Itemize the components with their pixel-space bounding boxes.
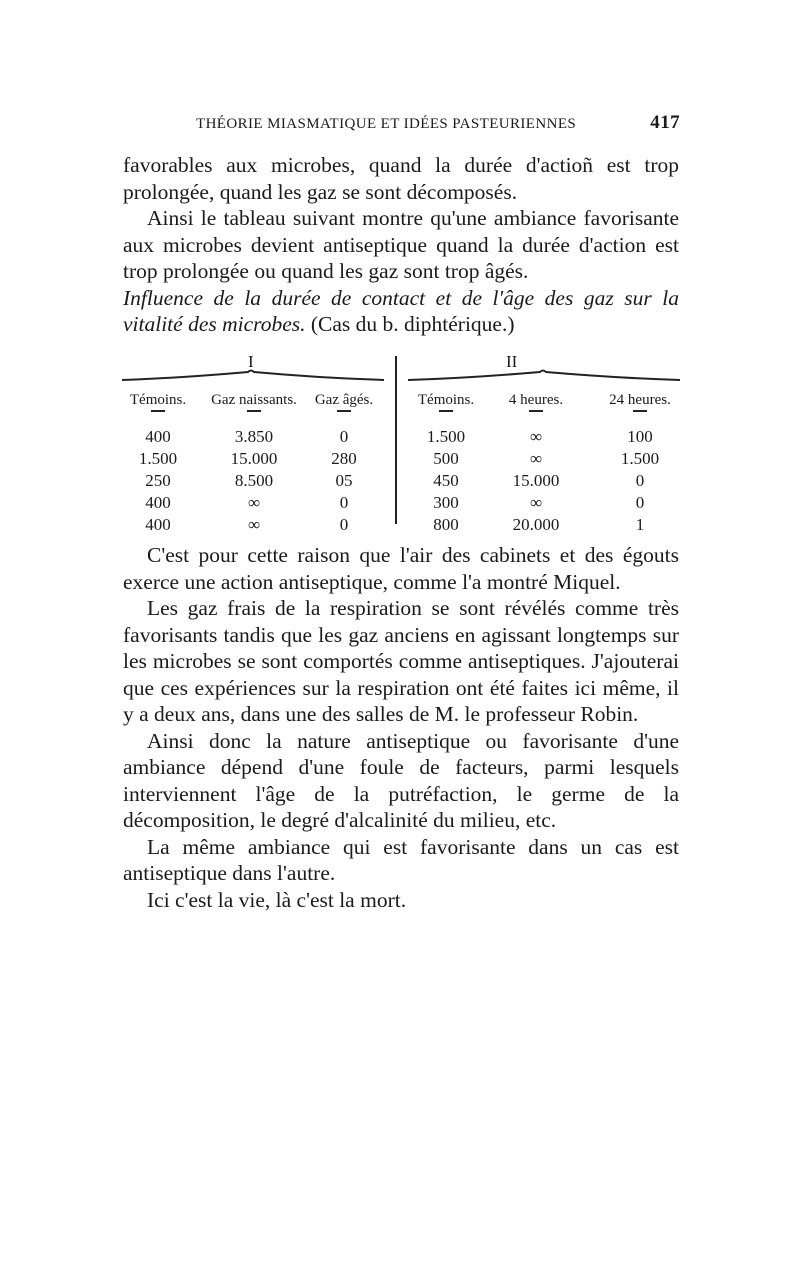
table-cell: 15.000 [512,471,560,490]
group-2-brace [406,368,682,382]
body-text [123,542,679,913]
g2-dash-1 [439,410,453,412]
table-cell: ∞ [529,449,543,468]
table-cell: 0 [339,493,349,512]
table-cell: 100 [627,427,653,446]
table-cell: ∞ [247,493,261,512]
table-cell: 800 [433,515,459,534]
table-cell: 0 [635,493,645,512]
table-cell: 1.500 [426,427,466,446]
body-paragraph-5: Ici c'est la vie, là c'est la mort. [147,887,407,912]
table-caption-note: (Cas du b. diphtérique.) [310,312,515,336]
body-paragraph-1: C'est pour cette raison que l'air des cabinets et des égouts exerce une action antiseptique, comme l'a montré Miquel. [123,543,679,594]
g2-header-24-heures: 24 heures. [609,392,671,408]
table-cell: 20.000 [512,515,560,534]
body-paragraph-4: La même ambiance qui est favorisante dans un cas est antiseptique dans l'autre. [123,834,679,885]
table-cell: 400 [145,427,171,446]
g1-dash-2 [247,410,261,412]
running-title: THÉORIE MIASMATIQUE ET IDÉES PASTEURIENNES [196,116,577,132]
table-cell: 15.000 [230,449,278,468]
table-cell: ∞ [529,493,543,512]
data-table [118,352,684,532]
g2-dash-3 [633,410,647,412]
g2-header-4-heures: 4 heures. [508,392,564,408]
g2-dash-2 [529,410,543,412]
group-1-brace [120,368,386,382]
group-1-label: I [248,352,254,371]
table-cell: 280 [331,449,357,468]
intro-paragraph-1: favorables aux microbes, quand la durée d'actioñ est trop prolongée, quand les gaz se sont décomposés. [123,153,679,204]
table-cell: 300 [433,493,459,512]
table-cell: 0 [635,471,645,490]
running-header [196,112,680,136]
g1-dash-3 [337,410,351,412]
table-cell: 05 [335,471,353,490]
g1-dash-1 [151,410,165,412]
intro-text [123,152,679,338]
table-divider [395,356,397,524]
table-caption [123,285,679,338]
body-paragraph-2: Les gaz frais de la respiration se sont révélés comme très favorisants tandis que les gaz anciens en agissant longtemps sur les microbes se sont comportés comme antiseptiques. J'ajouterai que ces expériences sur la respiration ont été faites ici même, il y a deux ans, dans une des salles de M. le professeur Robin. [123,596,679,726]
table-cell: 250 [145,471,171,490]
table-cell: 1 [635,515,645,534]
intro-paragraph-2: Ainsi le tableau suivant montre qu'une ambiance favorisante aux microbes devient antiseptique quand la durée d'action est trop prolongée ou quand les gaz sont trop âgés. [123,206,679,283]
table-cell: 1.500 [620,449,660,468]
table-cell: 0 [339,427,349,446]
g1-header-gaz-naissants: Gaz naissants. [211,392,297,408]
table-cell: 3.850 [234,427,274,446]
page-number: 417 [650,112,680,133]
group-2-label: II [506,352,518,371]
table-cell: ∞ [529,427,543,446]
table-caption-title: Influence de la durée de contact et de l'âge des gaz sur la vitalité des microbes. [123,285,679,336]
g2-header-temoins: Témoins. [417,392,475,408]
table-cell: 500 [433,449,459,468]
g1-header-gaz-ages: Gaz âgés. [314,392,374,408]
g1-header-temoins: Témoins. [129,392,187,408]
body-paragraph-3: Ainsi donc la nature antiseptique ou favorisante d'une ambiance dépend d'une foule de facteurs, parmi lesquels interviennent l'âge de la putréfaction, le germe de la décomposition, le degré d'alcalinité du milieu, etc. [123,728,679,832]
table-cell: 400 [145,515,171,534]
table-cell: 8.500 [234,471,274,490]
table-cell: ∞ [247,515,261,534]
table-cell: 1.500 [138,449,178,468]
table-cell: 450 [433,471,459,490]
table-cell: 400 [145,493,171,512]
table-cell: 0 [339,515,349,534]
